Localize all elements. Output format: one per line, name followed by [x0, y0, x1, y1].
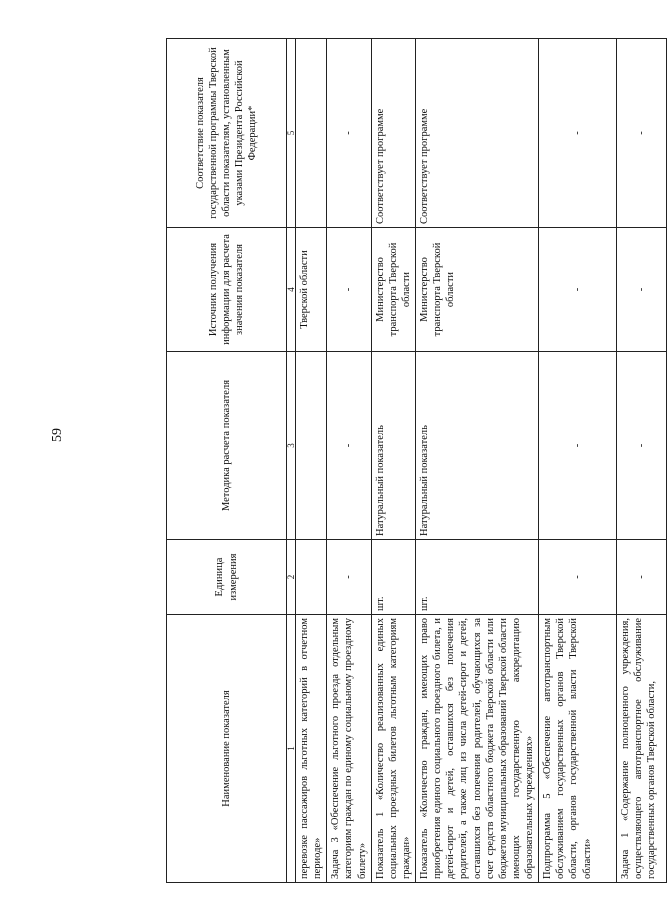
rotated-page-content [166, 39, 658, 883]
column-number: 5 [287, 39, 296, 228]
method-cell: - [617, 352, 667, 540]
compliance-cell: - [539, 39, 617, 228]
table-row [539, 39, 617, 883]
source-cell: Министерство транспорта Тверской области [416, 228, 539, 352]
method-cell: Натуральный показатель [371, 352, 415, 540]
column-number: 2 [287, 540, 296, 615]
source-cell: - [617, 228, 667, 352]
indicator-name-cell: перевозке пассажиров льготных категорий в отчетном периоде» [296, 615, 327, 883]
table-header-row [167, 39, 287, 883]
unit-cell: шт. [371, 540, 415, 615]
unit-cell [296, 540, 327, 615]
method-cell: - [327, 352, 371, 540]
method-cell [296, 352, 327, 540]
indicators-table [166, 38, 667, 883]
column-number-row [287, 39, 296, 883]
table-row [416, 39, 539, 883]
indicator-name-cell: Показатель «Количество граждан, имеющих право приобретения единого социального проездного билета, и детей-сирот и детей, оставшихся без попечения родителей, а также лиц из числа детей-сирот и детей, оставшихся без попечения родителей, обучающихся за счет средств областного бюджета Тверской области или бюджетов муниципальных образований Тверской области имеющих государственную аккредитацию образовательных учреждениях» [416, 615, 539, 883]
compliance-cell: Соответствует программе [371, 39, 415, 228]
indicator-name-cell: Задача 3 «Обеспечение льготного проезда отдельным категориям граждан по единому социальному проездному билету» [327, 615, 371, 883]
source-cell: - [327, 228, 371, 352]
header-source: Источник получения информации для расчета значения показателя [167, 228, 287, 352]
compliance-cell: Соответствует программе [416, 39, 539, 228]
header-method: Методика расчета показателя [167, 352, 287, 540]
table-row [371, 39, 415, 883]
header-unit: Единица измерения [167, 540, 287, 615]
indicator-name-cell: Подпрограмма 5 «Обеспечение автотранспортным обслуживанием государственных органов Тверской области, органов государственной власти Тверской области» [539, 615, 617, 883]
header-compliance: Соответствие показателя государственной программы Тверской области показателям, установленным указами Президента Российской Федерации* [167, 39, 287, 228]
unit-cell: - [327, 540, 371, 615]
unit-cell: - [617, 540, 667, 615]
column-number: 4 [287, 228, 296, 352]
table-row [617, 39, 667, 883]
method-cell: Натуральный показатель [416, 352, 539, 540]
unit-cell: шт. [416, 540, 539, 615]
source-cell: Министерство транспорта Тверской области [371, 228, 415, 352]
column-number: 3 [287, 352, 296, 540]
source-cell: Тверской области [296, 228, 327, 352]
unit-cell: - [539, 540, 617, 615]
compliance-cell [296, 39, 327, 228]
indicator-name-cell: Показатель 1 «Количество реализованных единых социальных проездных билетов льготным категориям граждан» [371, 615, 415, 883]
page-number: 59 [50, 428, 65, 442]
column-number: 1 [287, 615, 296, 883]
header-indicator-name: Наименование показателя [167, 615, 287, 883]
source-cell: - [539, 228, 617, 352]
compliance-cell: - [327, 39, 371, 228]
compliance-cell: - [617, 39, 667, 228]
table-row [296, 39, 327, 883]
method-cell: - [539, 352, 617, 540]
indicator-name-cell: Задача 1 «Содержание полноценного учреждения, осуществляющего автотранспортное обслуживание государственных органов Тверской области, [617, 615, 667, 883]
table-row [327, 39, 371, 883]
